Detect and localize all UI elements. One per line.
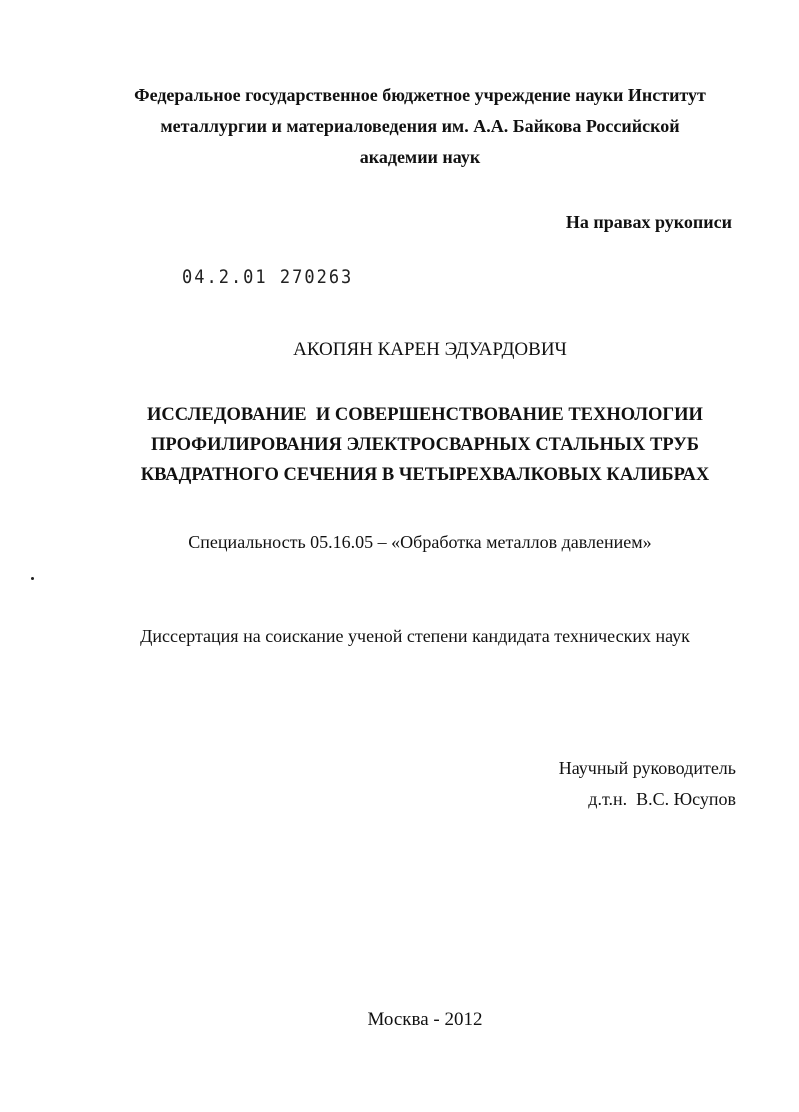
institution-line-3: академии наук <box>359 147 481 167</box>
institution-line-1: Федеральное государственное бюджетное учреждение науки Институт <box>134 85 706 105</box>
registration-stamp-number: 04.2.01 270263 <box>182 266 354 289</box>
title-line-2: ПРОФИЛИРОВАНИЯ ЭЛЕКТРОСВАРНЫХ СТАЛЬНЫХ ТРУБ <box>150 435 700 455</box>
title-line-3: КВАДРАТНОГО СЕЧЕНИЯ В ЧЕТЫРЕХВАЛКОВЫХ КАЛИБРАХ <box>140 465 710 485</box>
city-year: Москва - 2012 <box>367 1009 483 1030</box>
manuscript-rights-note: На правах рукописи <box>565 212 732 232</box>
supervisor-name: д.т.н. В.С. Юсупов <box>588 789 736 809</box>
scan-speck <box>31 577 34 580</box>
supervisor-label: Научный руководитель <box>558 758 736 778</box>
dissertation-title <box>60 400 790 490</box>
supervisor-block <box>559 753 736 815</box>
degree-statement: Диссертация на соискание ученой степени кандидата технических наук <box>140 626 690 646</box>
specialty-line: Специальность 05.16.05 – «Обработка металлов давлением» <box>188 532 652 552</box>
title-line-1: ИССЛЕДОВАНИЕ И СОВЕРШЕНСТВОВАНИЕ ТЕХНОЛОГИИ <box>147 405 703 425</box>
author-name: АКОПЯН КАРЕН ЭДУАРДОВИЧ <box>293 339 567 360</box>
institution-line-2: металлургии и материаловедения им. А.А. Байкова Российской <box>160 116 680 136</box>
institution-header <box>80 80 760 173</box>
